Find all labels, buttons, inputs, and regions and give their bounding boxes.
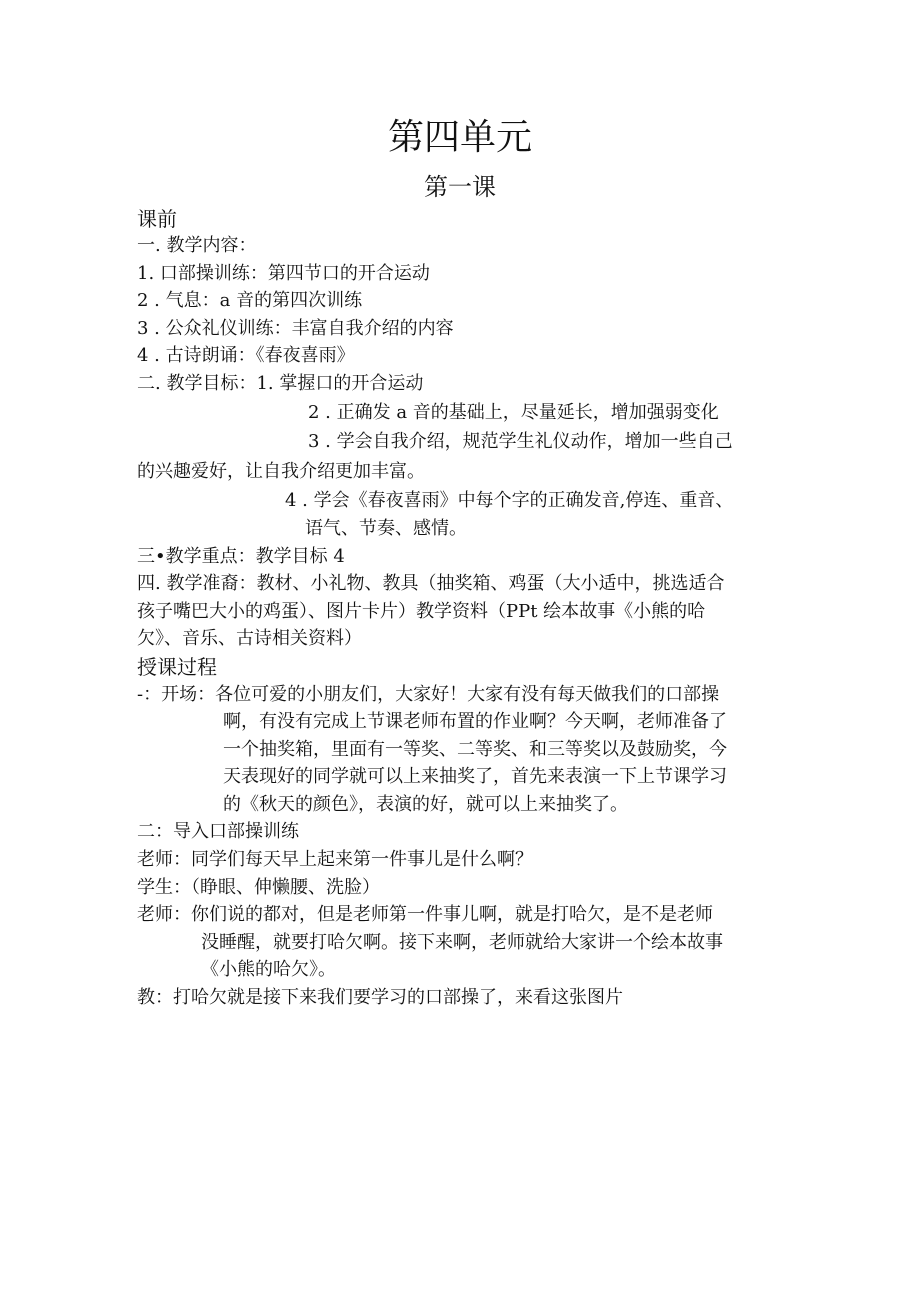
content-line: 欠》、音乐、古诗相关资料）	[137, 628, 362, 649]
content-line: 老师：同学们每天早上起来第一件事儿是什么啊？	[137, 849, 533, 870]
content-line: 3 . 学会自我介绍，规范学生礼仪动作，增加一些自己	[308, 431, 733, 452]
content-line: 二：导入口部操训练	[137, 821, 299, 842]
section-heading-process: 授课过程	[137, 655, 217, 679]
content-line: 孩子嘴巴大小的鸡蛋）、图片卡片）教学资料（PPt 绘本故事《小熊的哈	[137, 601, 706, 622]
content-line: 2 . 气息：a 音的第四次训练	[137, 290, 363, 311]
unit-title: 第四单元	[387, 117, 532, 158]
content-line: 教：打哈欠就是接下来我们要学习的口部操了，来看这张图片	[137, 987, 623, 1008]
content-line: 语气、节奏、感情。	[305, 518, 467, 539]
content-line: 3 . 公众礼仪训练：丰富自我介绍的内容	[137, 318, 454, 339]
content-line: 二. 教学目标：1. 掌握口的开合运动	[137, 373, 424, 394]
content-line: 啊，有没有完成上节课老师布置的作业啊？今天啊，老师准备了	[223, 711, 727, 732]
content-line: -：开场：各位可爱的小朋友们，大家好！大家有没有每天做我们的口部操	[137, 684, 720, 705]
content-line: 的兴趣爱好，让自我介绍更加丰富。	[137, 461, 425, 482]
content-line: 《小熊的哈欠》。	[201, 959, 336, 980]
content-line: 2 . 正确发 a 音的基础上，尽量延长，增加强弱变化	[308, 402, 719, 423]
content-line: 没睡醒，就要打哈欠啊。接下来啊，老师就给大家讲一个绘本故事	[201, 932, 723, 953]
content-line: 老师：你们说的都对，但是老师第一件事儿啊，就是打哈欠，是不是老师	[137, 904, 713, 925]
content-line: 4 . 古诗朗诵：《春夜喜雨》	[137, 345, 355, 366]
content-line: 1. 口部操训练：第四节口的开合运动	[137, 263, 430, 284]
content-line: 一. 教学内容：	[137, 235, 257, 256]
content-line: 四. 教学准裔：教材、小礼物、教具（抽奖箱、鸡蛋（大小适中，挑选适合	[137, 573, 725, 594]
content-line: 的《秋天的颜色》，表演的好，就可以上来抽奖了。	[223, 794, 628, 815]
content-line: 天表现好的同学就可以上来抽奖了，首先来表演一下上节课学习	[223, 766, 727, 787]
content-line: 三•教学重点：教学目标 4	[137, 546, 345, 567]
section-heading-pre-class: 课前	[137, 207, 177, 231]
lesson-title: 第一课	[424, 173, 496, 201]
content-line: 4 . 学会《春夜喜雨》中每个字的正确发音,停连、重音、	[285, 490, 734, 511]
content-line: 一个抽奖箱，里面有一等奖、二等奖、和三等奖以及鼓励奖，今	[223, 739, 727, 760]
content-line: 学生：（睁眼、伸懒腰、洗脸）	[137, 877, 380, 898]
